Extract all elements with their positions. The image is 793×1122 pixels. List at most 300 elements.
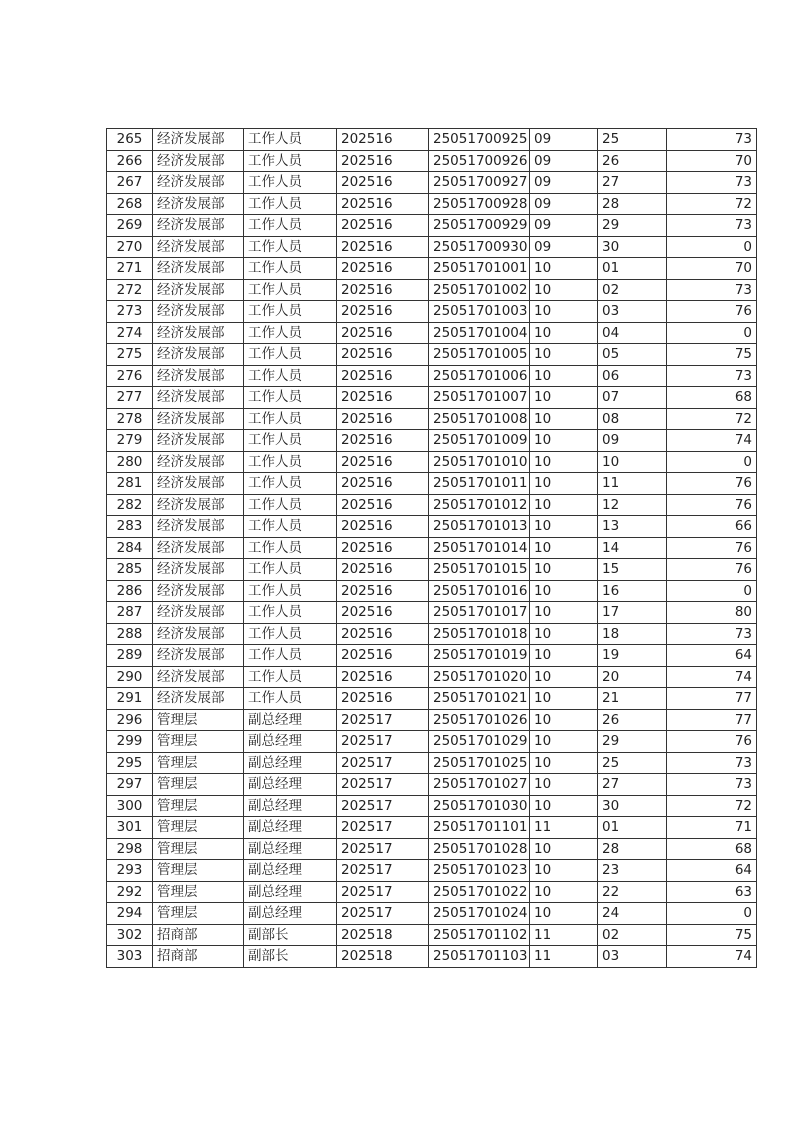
department-cell: 经济发展部 [153, 494, 244, 516]
room-cell: 09 [530, 215, 598, 237]
seat-cell: 04 [598, 322, 667, 344]
score-cell: 70 [667, 258, 757, 280]
row-number-cell: 274 [107, 322, 153, 344]
row-number-cell: 299 [107, 731, 153, 753]
table-row [107, 666, 757, 688]
seat-cell: 12 [598, 494, 667, 516]
seat-cell: 20 [598, 666, 667, 688]
score-cell: 72 [667, 795, 757, 817]
position-cell: 工作人员 [244, 666, 337, 688]
position-code-cell: 202516 [337, 623, 429, 645]
score-cell: 74 [667, 946, 757, 968]
room-cell: 09 [530, 172, 598, 194]
department-cell: 管理层 [153, 731, 244, 753]
position-cell: 工作人员 [244, 236, 337, 258]
position-cell: 工作人员 [244, 129, 337, 151]
position-cell: 工作人员 [244, 537, 337, 559]
table-row [107, 946, 757, 968]
room-cell: 10 [530, 537, 598, 559]
row-number-cell: 297 [107, 774, 153, 796]
table-row [107, 602, 757, 624]
seat-cell: 09 [598, 430, 667, 452]
department-cell: 经济发展部 [153, 559, 244, 581]
position-cell: 工作人员 [244, 451, 337, 473]
position-code-cell: 202516 [337, 451, 429, 473]
department-cell: 经济发展部 [153, 623, 244, 645]
row-number-cell: 290 [107, 666, 153, 688]
seat-cell: 10 [598, 451, 667, 473]
score-cell: 63 [667, 881, 757, 903]
department-cell: 经济发展部 [153, 430, 244, 452]
table-row [107, 580, 757, 602]
position-cell: 副总经理 [244, 838, 337, 860]
score-cell: 70 [667, 150, 757, 172]
table-row [107, 774, 757, 796]
exam-id-cell: 25051701018 [429, 623, 530, 645]
room-cell: 10 [530, 602, 598, 624]
row-number-cell: 276 [107, 365, 153, 387]
exam-id-cell: 25051701016 [429, 580, 530, 602]
exam-id-cell: 25051701009 [429, 430, 530, 452]
row-number-cell: 285 [107, 559, 153, 581]
exam-id-cell: 25051701021 [429, 688, 530, 710]
seat-cell: 27 [598, 774, 667, 796]
row-number-cell: 293 [107, 860, 153, 882]
table-row [107, 258, 757, 280]
score-cell: 0 [667, 322, 757, 344]
position-code-cell: 202516 [337, 516, 429, 538]
row-number-cell: 279 [107, 430, 153, 452]
seat-cell: 21 [598, 688, 667, 710]
room-cell: 10 [530, 430, 598, 452]
department-cell: 经济发展部 [153, 365, 244, 387]
exam-id-cell: 25051701019 [429, 645, 530, 667]
table-row [107, 279, 757, 301]
room-cell: 10 [530, 666, 598, 688]
seat-cell: 26 [598, 150, 667, 172]
room-cell: 10 [530, 645, 598, 667]
exam-id-cell: 25051700926 [429, 150, 530, 172]
score-cell: 64 [667, 645, 757, 667]
score-cell: 75 [667, 344, 757, 366]
position-cell: 工作人员 [244, 623, 337, 645]
room-cell: 10 [530, 752, 598, 774]
position-cell: 工作人员 [244, 494, 337, 516]
table-row [107, 881, 757, 903]
row-number-cell: 282 [107, 494, 153, 516]
row-number-cell: 275 [107, 344, 153, 366]
department-cell: 经济发展部 [153, 301, 244, 323]
seat-cell: 13 [598, 516, 667, 538]
department-cell: 经济发展部 [153, 129, 244, 151]
table-row [107, 903, 757, 925]
score-cell: 0 [667, 236, 757, 258]
table-row [107, 301, 757, 323]
row-number-cell: 298 [107, 838, 153, 860]
department-cell: 经济发展部 [153, 215, 244, 237]
table-row [107, 430, 757, 452]
seat-cell: 24 [598, 903, 667, 925]
department-cell: 管理层 [153, 709, 244, 731]
exam-id-cell: 25051701025 [429, 752, 530, 774]
score-cell: 68 [667, 838, 757, 860]
position-code-cell: 202518 [337, 924, 429, 946]
seat-cell: 06 [598, 365, 667, 387]
table-row [107, 623, 757, 645]
row-number-cell: 269 [107, 215, 153, 237]
exam-id-cell: 25051701029 [429, 731, 530, 753]
exam-id-cell: 25051700928 [429, 193, 530, 215]
position-code-cell: 202517 [337, 903, 429, 925]
position-code-cell: 202517 [337, 795, 429, 817]
position-cell: 副总经理 [244, 709, 337, 731]
room-cell: 11 [530, 946, 598, 968]
exam-id-cell: 25051701014 [429, 537, 530, 559]
score-cell: 64 [667, 860, 757, 882]
room-cell: 10 [530, 559, 598, 581]
table-row [107, 344, 757, 366]
table-row [107, 516, 757, 538]
row-number-cell: 270 [107, 236, 153, 258]
exam-id-cell: 25051701026 [429, 709, 530, 731]
seat-cell: 23 [598, 860, 667, 882]
exam-id-cell: 25051701003 [429, 301, 530, 323]
row-number-cell: 289 [107, 645, 153, 667]
table-row [107, 236, 757, 258]
position-cell: 副总经理 [244, 731, 337, 753]
department-cell: 管理层 [153, 860, 244, 882]
table-row [107, 322, 757, 344]
room-cell: 10 [530, 881, 598, 903]
score-cell: 73 [667, 215, 757, 237]
seat-cell: 02 [598, 279, 667, 301]
table-row [107, 150, 757, 172]
seat-cell: 25 [598, 752, 667, 774]
score-cell: 73 [667, 365, 757, 387]
position-cell: 工作人员 [244, 322, 337, 344]
table-row [107, 924, 757, 946]
row-number-cell: 295 [107, 752, 153, 774]
row-number-cell: 294 [107, 903, 153, 925]
table-row [107, 387, 757, 409]
position-code-cell: 202517 [337, 774, 429, 796]
position-cell: 副部长 [244, 946, 337, 968]
score-cell: 73 [667, 623, 757, 645]
department-cell: 经济发展部 [153, 473, 244, 495]
row-number-cell: 284 [107, 537, 153, 559]
position-cell: 工作人员 [244, 516, 337, 538]
score-table [106, 128, 757, 968]
department-cell: 管理层 [153, 817, 244, 839]
score-cell: 72 [667, 408, 757, 430]
seat-cell: 30 [598, 236, 667, 258]
room-cell: 11 [530, 924, 598, 946]
row-number-cell: 271 [107, 258, 153, 280]
department-cell: 管理层 [153, 903, 244, 925]
row-number-cell: 291 [107, 688, 153, 710]
department-cell: 经济发展部 [153, 193, 244, 215]
room-cell: 09 [530, 236, 598, 258]
room-cell: 10 [530, 516, 598, 538]
position-cell: 副总经理 [244, 795, 337, 817]
position-code-cell: 202517 [337, 860, 429, 882]
department-cell: 经济发展部 [153, 322, 244, 344]
room-cell: 10 [530, 688, 598, 710]
table-row [107, 709, 757, 731]
score-cell: 73 [667, 279, 757, 301]
room-cell: 10 [530, 473, 598, 495]
room-cell: 10 [530, 344, 598, 366]
exam-id-cell: 25051701020 [429, 666, 530, 688]
exam-id-cell: 25051700930 [429, 236, 530, 258]
score-cell: 73 [667, 129, 757, 151]
position-cell: 工作人员 [244, 473, 337, 495]
score-cell: 76 [667, 559, 757, 581]
row-number-cell: 267 [107, 172, 153, 194]
position-cell: 副部长 [244, 924, 337, 946]
row-number-cell: 283 [107, 516, 153, 538]
position-code-cell: 202516 [337, 430, 429, 452]
score-cell: 77 [667, 709, 757, 731]
table-row [107, 838, 757, 860]
table-row [107, 688, 757, 710]
exam-id-cell: 25051701001 [429, 258, 530, 280]
department-cell: 经济发展部 [153, 645, 244, 667]
exam-id-cell: 25051700927 [429, 172, 530, 194]
score-cell: 73 [667, 172, 757, 194]
position-cell: 工作人员 [244, 344, 337, 366]
seat-cell: 15 [598, 559, 667, 581]
position-cell: 工作人员 [244, 215, 337, 237]
score-cell: 76 [667, 301, 757, 323]
room-cell: 10 [530, 795, 598, 817]
position-cell: 工作人员 [244, 688, 337, 710]
seat-cell: 16 [598, 580, 667, 602]
position-code-cell: 202517 [337, 881, 429, 903]
score-cell: 66 [667, 516, 757, 538]
exam-id-cell: 25051701008 [429, 408, 530, 430]
table-row [107, 193, 757, 215]
row-number-cell: 277 [107, 387, 153, 409]
exam-id-cell: 25051700929 [429, 215, 530, 237]
score-cell: 76 [667, 473, 757, 495]
department-cell: 经济发展部 [153, 688, 244, 710]
table-row [107, 365, 757, 387]
position-code-cell: 202516 [337, 580, 429, 602]
row-number-cell: 302 [107, 924, 153, 946]
department-cell: 经济发展部 [153, 344, 244, 366]
seat-cell: 05 [598, 344, 667, 366]
position-code-cell: 202516 [337, 602, 429, 624]
room-cell: 10 [530, 903, 598, 925]
department-cell: 招商部 [153, 924, 244, 946]
exam-id-cell: 25051701012 [429, 494, 530, 516]
score-cell: 72 [667, 193, 757, 215]
position-code-cell: 202516 [337, 129, 429, 151]
table-row [107, 731, 757, 753]
row-number-cell: 278 [107, 408, 153, 430]
department-cell: 管理层 [153, 881, 244, 903]
position-cell: 工作人员 [244, 387, 337, 409]
exam-id-cell: 25051701102 [429, 924, 530, 946]
table-row [107, 451, 757, 473]
room-cell: 10 [530, 731, 598, 753]
seat-cell: 25 [598, 129, 667, 151]
position-code-cell: 202516 [337, 258, 429, 280]
table-row [107, 645, 757, 667]
score-cell: 0 [667, 451, 757, 473]
table-row [107, 860, 757, 882]
department-cell: 经济发展部 [153, 172, 244, 194]
department-cell: 经济发展部 [153, 666, 244, 688]
exam-id-cell: 25051701017 [429, 602, 530, 624]
room-cell: 10 [530, 774, 598, 796]
department-cell: 管理层 [153, 774, 244, 796]
table-row [107, 817, 757, 839]
room-cell: 09 [530, 150, 598, 172]
seat-cell: 29 [598, 215, 667, 237]
department-cell: 经济发展部 [153, 279, 244, 301]
score-cell: 68 [667, 387, 757, 409]
table-row [107, 559, 757, 581]
room-cell: 10 [530, 258, 598, 280]
position-cell: 工作人员 [244, 301, 337, 323]
position-cell: 副总经理 [244, 860, 337, 882]
score-cell: 0 [667, 903, 757, 925]
row-number-cell: 300 [107, 795, 153, 817]
position-code-cell: 202517 [337, 709, 429, 731]
position-cell: 副总经理 [244, 903, 337, 925]
seat-cell: 07 [598, 387, 667, 409]
position-cell: 工作人员 [244, 430, 337, 452]
seat-cell: 18 [598, 623, 667, 645]
position-cell: 副总经理 [244, 881, 337, 903]
exam-id-cell: 25051701103 [429, 946, 530, 968]
table-row [107, 494, 757, 516]
position-code-cell: 202516 [337, 473, 429, 495]
department-cell: 管理层 [153, 752, 244, 774]
score-cell: 74 [667, 666, 757, 688]
position-code-cell: 202516 [337, 172, 429, 194]
department-cell: 管理层 [153, 838, 244, 860]
table-row [107, 795, 757, 817]
exam-id-cell: 25051701101 [429, 817, 530, 839]
row-number-cell: 301 [107, 817, 153, 839]
score-cell: 71 [667, 817, 757, 839]
score-cell: 0 [667, 580, 757, 602]
department-cell: 经济发展部 [153, 150, 244, 172]
seat-cell: 11 [598, 473, 667, 495]
department-cell: 经济发展部 [153, 387, 244, 409]
table-row [107, 752, 757, 774]
score-cell: 76 [667, 731, 757, 753]
table-row [107, 129, 757, 151]
row-number-cell: 281 [107, 473, 153, 495]
score-cell: 73 [667, 752, 757, 774]
department-cell: 经济发展部 [153, 451, 244, 473]
seat-cell: 28 [598, 838, 667, 860]
room-cell: 10 [530, 451, 598, 473]
position-code-cell: 202516 [337, 215, 429, 237]
position-cell: 工作人员 [244, 258, 337, 280]
position-code-cell: 202516 [337, 236, 429, 258]
room-cell: 11 [530, 817, 598, 839]
row-number-cell: 288 [107, 623, 153, 645]
position-code-cell: 202516 [337, 193, 429, 215]
score-cell: 77 [667, 688, 757, 710]
seat-cell: 30 [598, 795, 667, 817]
position-cell: 工作人员 [244, 193, 337, 215]
exam-id-cell: 25051701006 [429, 365, 530, 387]
position-code-cell: 202517 [337, 817, 429, 839]
table-row [107, 408, 757, 430]
exam-id-cell: 25051701015 [429, 559, 530, 581]
row-number-cell: 268 [107, 193, 153, 215]
exam-id-cell: 25051701005 [429, 344, 530, 366]
seat-cell: 02 [598, 924, 667, 946]
exam-id-cell: 25051701002 [429, 279, 530, 301]
position-cell: 工作人员 [244, 580, 337, 602]
row-number-cell: 287 [107, 602, 153, 624]
department-cell: 经济发展部 [153, 516, 244, 538]
seat-cell: 26 [598, 709, 667, 731]
position-code-cell: 202517 [337, 838, 429, 860]
position-cell: 工作人员 [244, 645, 337, 667]
room-cell: 10 [530, 279, 598, 301]
row-number-cell: 286 [107, 580, 153, 602]
department-cell: 管理层 [153, 795, 244, 817]
room-cell: 10 [530, 387, 598, 409]
seat-cell: 17 [598, 602, 667, 624]
position-cell: 副总经理 [244, 752, 337, 774]
seat-cell: 22 [598, 881, 667, 903]
seat-cell: 28 [598, 193, 667, 215]
department-cell: 经济发展部 [153, 236, 244, 258]
exam-id-cell: 25051701007 [429, 387, 530, 409]
exam-id-cell: 25051701023 [429, 860, 530, 882]
score-cell: 80 [667, 602, 757, 624]
department-cell: 经济发展部 [153, 258, 244, 280]
position-code-cell: 202516 [337, 387, 429, 409]
room-cell: 09 [530, 193, 598, 215]
position-cell: 副总经理 [244, 774, 337, 796]
exam-id-cell: 25051701028 [429, 838, 530, 860]
position-cell: 工作人员 [244, 279, 337, 301]
position-code-cell: 202516 [337, 494, 429, 516]
room-cell: 09 [530, 129, 598, 151]
room-cell: 10 [530, 709, 598, 731]
seat-cell: 08 [598, 408, 667, 430]
table-body [107, 129, 757, 968]
seat-cell: 29 [598, 731, 667, 753]
position-code-cell: 202516 [337, 322, 429, 344]
exam-id-cell: 25051701004 [429, 322, 530, 344]
position-cell: 工作人员 [244, 602, 337, 624]
department-cell: 经济发展部 [153, 602, 244, 624]
exam-id-cell: 25051701024 [429, 903, 530, 925]
position-cell: 工作人员 [244, 172, 337, 194]
seat-cell: 03 [598, 301, 667, 323]
room-cell: 10 [530, 494, 598, 516]
room-cell: 10 [530, 301, 598, 323]
row-number-cell: 292 [107, 881, 153, 903]
department-cell: 经济发展部 [153, 537, 244, 559]
position-cell: 工作人员 [244, 408, 337, 430]
table-row [107, 473, 757, 495]
position-code-cell: 202517 [337, 731, 429, 753]
position-code-cell: 202516 [337, 344, 429, 366]
exam-id-cell: 25051701030 [429, 795, 530, 817]
